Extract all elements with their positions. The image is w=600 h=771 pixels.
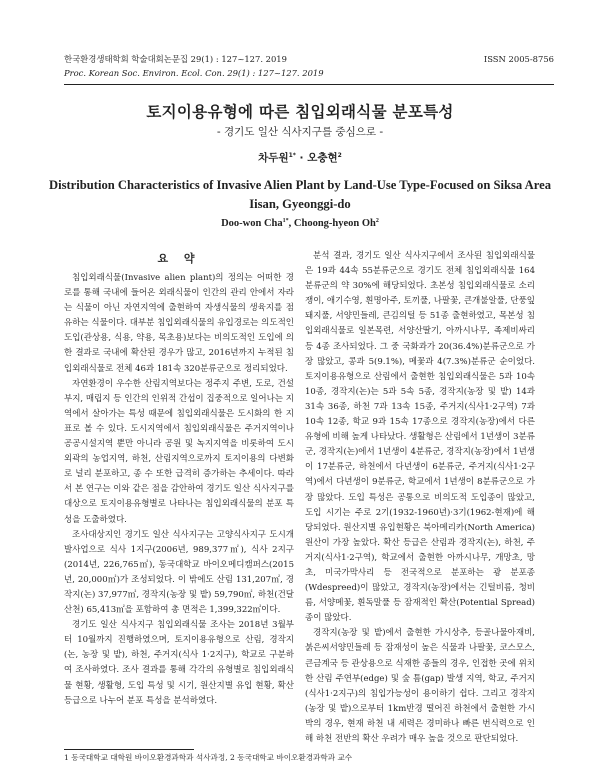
- journal-citation-en: Proc. Korean Soc. Environ. Ecol. Con. 29(1) : 127~127. 2019: [64, 68, 324, 78]
- author-1-en-affil: 1*: [282, 218, 289, 224]
- paragraph: 조사대상지인 경기도 일산 식사지구는 고양식사지구 도시개발사업으로 식사 1지구(2006년, 989,377㎡), 식사 2지구(2014년, 226,765㎡), 동국대학교 바이오메디캠퍼스(2015년, 20,000㎡)가 조성되었다. 이 밖에도 산림 131,207㎡, 경작지(논) 37,977㎡, 경작지(농장 및 밭) 59,790㎡, 하천(건달산천) 65,413㎡을 포함하여 총 면적은 1,399,322㎡이다.: [64, 529, 294, 616]
- title-english: Distribution Characteristics of Invasive Alien Plant by Land-Use Type-Focused on Siksa Area Iisan, Gyeonggi-do: [48, 178, 552, 211]
- paragraph: 경작지(농장 및 밭)에서 출현한 가시상추, 등골나물아재비, 붉은씨서양민들레 등 잠재성이 높은 식물과 나팔꽃, 코스모스, 큰금계국 등 관상용으로 식재한 종들의 경우, 인접한 곳에 위치한 산림 주연부(edge) 및 숲 틈(gap) 발생 지역, 학교, 주거지(식사1·2지구)의 침입가능성이 용이하기 쉽다. 그리고 경작지(농장 및 밭)으로부터 1km반경 떨어진 하천에서 출현한 가시박의 경우, 현재 하천 내 세력은 경미하나 빠른 번식력으로 인해 하천 전반의 확산 우려가 매우 높을 것으로 판단되었다.: [305, 628, 535, 744]
- abstract-heading: 요 약: [157, 252, 201, 265]
- journal-citation-ko: 한국환경생태학회 학술대회논문집 29(1) : 127~127. 2019: [64, 54, 287, 64]
- author-1-en: Doo-won Cha: [221, 218, 283, 229]
- author-2-affil: 2: [337, 152, 342, 159]
- author-2-en-affil: 2: [375, 218, 379, 224]
- footnote-rule: [64, 749, 194, 750]
- authors-english: [40, 218, 560, 229]
- left-column: [64, 250, 294, 709]
- subtitle-korean: - 경기도 일산 식사지구를 중심으로 -: [216, 126, 384, 138]
- paragraph: 침입외래식물(Invasive alien plant)의 정의는 어떠한 경로를 통해 국내에 들어온 외래식물이 인간의 관리 안에서 자라는 식물이 아닌 자연지역에 출현하여 자생식물의 생육지를 점유하는 식물이다. 대부분 침입외래식물의 유입경로는 의도적인 도입(관상용, 식용, 약용, 목초용)보다는 비의도적인 도입에 의한 결과로 국내에 확산된 경우가 많고, 2016년까지 누적된 침입외래식물로 전체 46과 181속 320분류군으로 정리되었다.: [64, 273, 294, 374]
- author-1-affil: 1*: [288, 152, 296, 159]
- author-separator-en: ,: [288, 218, 294, 229]
- right-column: [305, 249, 535, 747]
- author-2: 오충현: [307, 152, 338, 164]
- header-rule: [64, 84, 554, 85]
- paragraph: 분석 결과, 경기도 일산 식사지구에서 조사된 침입외래식물은 19과 44속 55분류군으로 경기도 전체 침입외래식물 164분류군의 약 30%에 해당되었다. 초본성 침입외래식물로 소리쟁이, 애기수영, 흰명아주, 토끼풀, 나팔꽃, 큰개불알풀, 단풍잎돼지풀, 서양민들레, 큰김의털 등 51종 출현하였고, 목본성 침입외래식물로 일본목련, 서양산딸기, 아까시나무, 족제비싸리 등 4종 조사되었다. 그 중 국화과가 20(36.4%)분류군으로 가장 많았고, 콩과 5(9.1%), 메꽃과 4(7.3%)분류군 순이었다. 토지이용유형으로 산림에서 출현한 침입외래식물은 5과 10속 10종, 경작지(논)는 5과 5속 5종, 경작지(농장 및 밭) 14과 31속 36종, 하천 7과 13속 15종, 주거지(식사1·2구역) 7과 10속 12종, 학교 9과 15속 17종으로 경작지(농장)에서 다른 유형에 비해 높게 나타났다. 생활형은 산림에서 1년생이 3분류군, 경작지(논)에서 1년생이 4분류군, 경작지(농장)에서 1년생이 17분류군, 하천에서 다년생이 6분류군, 주거지(식사1·2구역)에서 다년생이 9분류군, 학교에서 1년생이 8분류군으로 가장 많았다. 도입 특성은 공통으로 비의도적 도입종이 많았고, 도입 시기는 주로 2기(1932-1960년)·3기(1962-현재)에 해당되었다. 원산지별 유입현황은 북아메리카(North America) 원산이 가장 높았다. 확산 등급은 산림과 경작지(논), 하천, 주거지(식사1·2구역), 학교에서 출현한 아까시나무, 개망초, 망초, 미국가막사리 등 전국적으로 분포하는 광 분포종(Wdespreed)이 많았고, 경작지(농장)에서는 긴털비름, 청비름, 서양메꽃, 흰독말풀 등 잠재적인 확산(Potential Spread)종이 많았다.: [305, 251, 535, 624]
- author-1: 차두원: [258, 152, 289, 164]
- paragraph: 경기도 일산 식사지구 침입외래식물 조사는 2018년 3월부터 10월까지 진행하였으며, 토지이용유형으로 산림, 경작지(논, 농장 및 밭), 하천, 주거지(식사 1·2지구), 학교로 구분하여 조사하였다. 조사 결과를 통해 각각의 유형별로 침입외래식물 현황, 생활형, 도입 특성 및 시기, 원산지별 유입 현황, 확산 등급으로 나누어 분포 특성을 분석하였다.: [64, 620, 294, 706]
- footnote: 1 동국대학교 대학원 바이오환경과학과 석사과정, 2 동국대학교 바이오환경과학과 교수: [64, 753, 353, 762]
- paragraph: 자연환경이 우수한 산림지역보다는 정주지 주변, 도로, 건설부지, 매립지 등 인간의 인위적 간섭이 집중적으로 일어나는 지역에서 살아가는 특성 때문에 침입외래식물은 도시화의 한 지표로 볼 수 있다. 도시지역에서 침입외래식물은 주거지역이나 공공시설지역 뿐만 아니라 공원 및 녹지지역을 비롯하여 도시외곽의 농업지역, 하천, 산림지역으로까지 토지이용의 다변화로 널리 분포하고, 종 수 또한 급격히 증가하는 추세이다. 따라서 본 연구는 이와 같은 점을 감안하여 경기도 일산 식사지구를 대상으로 토지이용유형별로 나타나는 침입외래식물의 분포 특성을 도출하였다.: [64, 378, 294, 525]
- journal-header: [64, 52, 554, 80]
- issn: ISSN 2005-8756: [483, 54, 554, 64]
- author-2-en: Choong-hyeon Oh: [293, 218, 376, 229]
- authors-korean: [40, 150, 560, 165]
- author-separator: ·: [295, 152, 308, 164]
- title-korean: 토지이용유형에 따른 침입외래식물 분포특성: [146, 103, 454, 121]
